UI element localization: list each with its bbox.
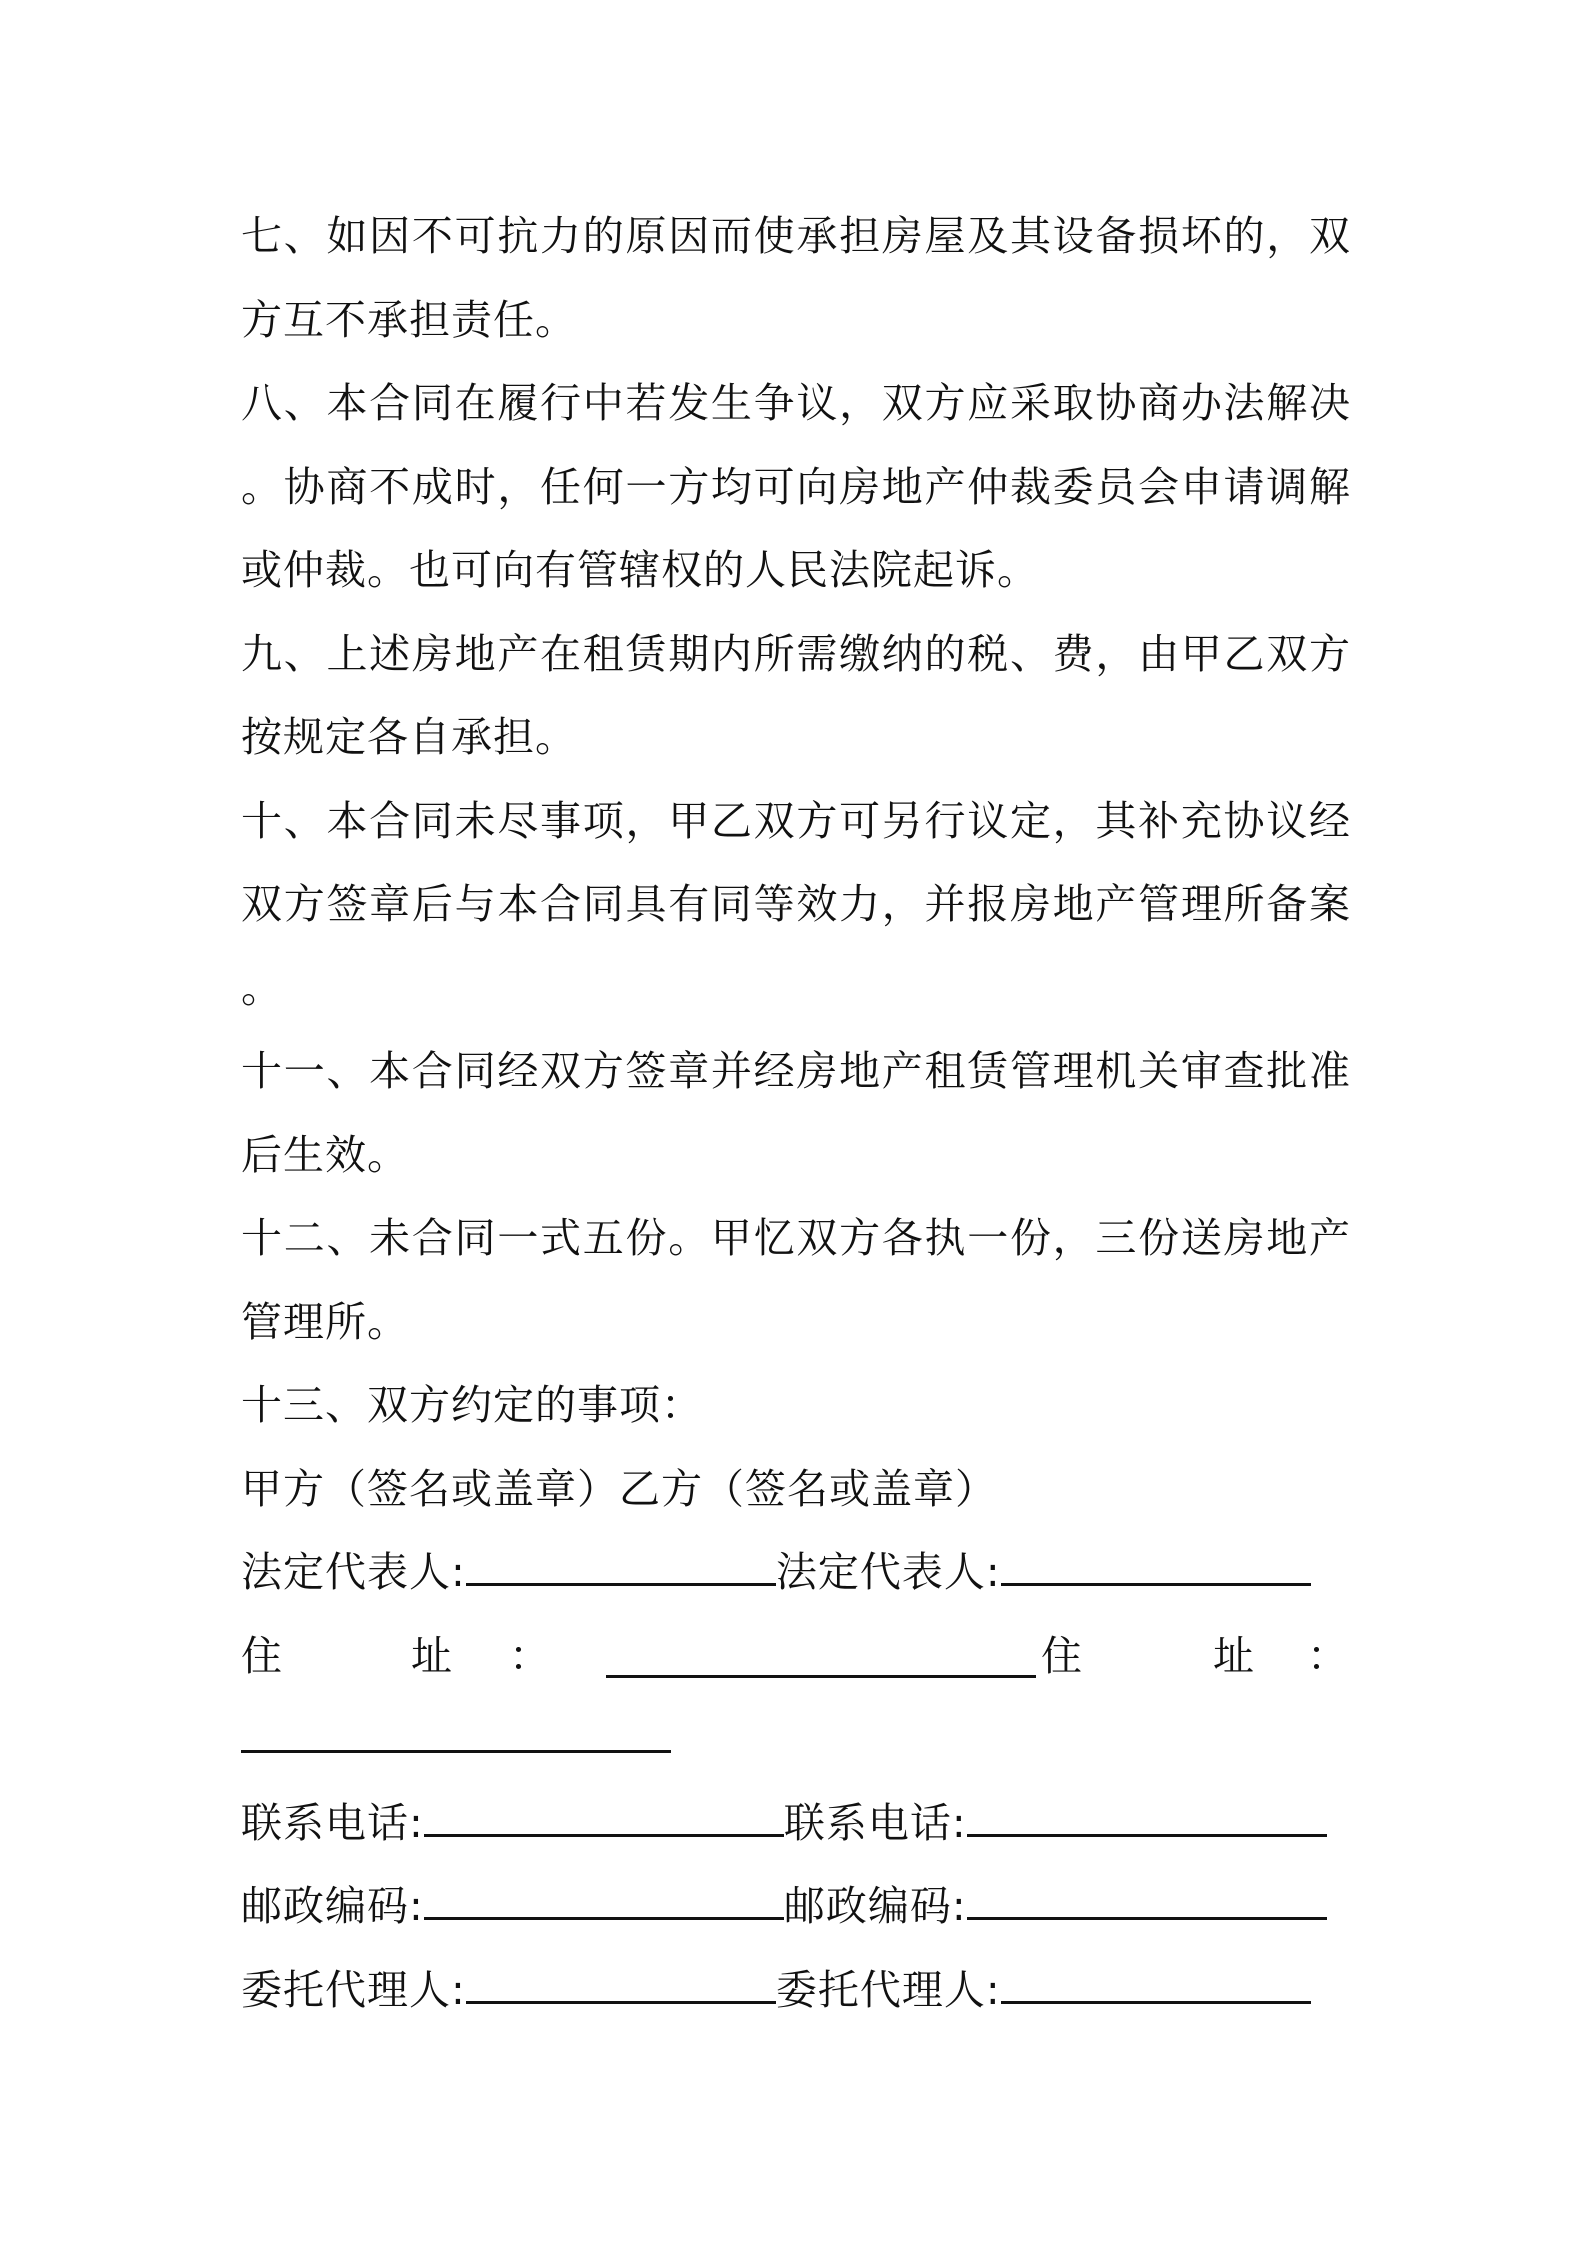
agent-blank-b[interactable] [1001, 1971, 1311, 2004]
phone-label-b: 联系电话: [783, 1798, 967, 1847]
phone-label-a: 联系电话: [241, 1798, 424, 1847]
agent-blank-a[interactable] [466, 1971, 776, 2004]
text-line: 后生效。 [241, 1130, 409, 1179]
postcode-blank-a[interactable] [424, 1887, 784, 1920]
agent-row [241, 1949, 1351, 2033]
signature-parties-line: 甲方（签名或盖章）乙方（签名或盖章） [241, 1464, 997, 1513]
address-blank-a[interactable] [606, 1645, 1036, 1678]
address-label-b-colon: ： [1307, 1631, 1349, 1680]
phone-blank-b[interactable] [967, 1804, 1327, 1837]
text-line: 方互不承担责任。 [241, 295, 577, 344]
text-line: 管理所。 [241, 1297, 409, 1346]
address-row [241, 1615, 1351, 1699]
address-blank-b[interactable] [241, 1720, 671, 1753]
text-line: 十一、本合同经双方签章并经房地产租赁管理机关审查批准 [241, 1047, 1351, 1095]
agent-label-a: 委托代理人: [241, 1965, 466, 2014]
text-line: 十、本合同未尽事项，甲乙双方可另行议定，其补充协议经 [241, 796, 1351, 845]
text-line: 按规定各自承担。 [241, 713, 577, 761]
address-label-a-colon: ： [509, 1631, 551, 1680]
contract-page [241, 195, 1351, 2032]
address-continuation-row [241, 1698, 1351, 1782]
legal-rep-label-b: 法定代表人: [775, 1548, 1001, 1596]
postcode-blank-b[interactable] [967, 1887, 1327, 1920]
text-line: 。 [241, 963, 283, 1012]
phone-blank-a[interactable] [424, 1804, 784, 1837]
text-line: 十三、双方约定的事项： [241, 1381, 703, 1429]
text-line: 七、如因不可抗力的原因而使承担房屋及其设备损坏的，双 [241, 212, 1351, 260]
legal-rep-blank-b[interactable] [1001, 1553, 1311, 1586]
address-label-a-char2: 址 [411, 1631, 453, 1680]
legal-rep-blank-a[interactable] [466, 1553, 776, 1586]
phone-row [241, 1782, 1351, 1866]
postcode-label-a: 邮政编码: [241, 1882, 424, 1930]
text-line: 。协商不成时，任何一方均可向房地产仲裁委员会申请调解 [241, 462, 1351, 511]
address-label-a-char1: 住 [241, 1631, 283, 1680]
text-line: 八、本合同在履行中若发生争议，双方应采取协商办法解决 [241, 379, 1351, 427]
legal-rep-row [241, 1531, 1351, 1615]
postcode-label-b: 邮政编码: [783, 1882, 967, 1930]
legal-rep-label-a: 法定代表人: [241, 1548, 466, 1596]
text-line: 双方签章后与本合同具有同等效力，并报房地产管理所备案 [241, 880, 1351, 928]
agent-label-b: 委托代理人: [775, 1965, 1001, 2014]
text-line: 十二、未合同一式五份。甲忆双方各执一份，三份送房地产 [241, 1214, 1351, 1262]
address-label-b-char1: 住 [1041, 1631, 1083, 1680]
text-line: 或仲裁。也可向有管辖权的人民法院起诉。 [241, 546, 1039, 594]
text-line: 九、上述房地产在租赁期内所需缴纳的税、费，由甲乙双方 [241, 629, 1351, 678]
address-label-b-char2: 址 [1213, 1631, 1255, 1680]
postcode-row [241, 1865, 1351, 1949]
